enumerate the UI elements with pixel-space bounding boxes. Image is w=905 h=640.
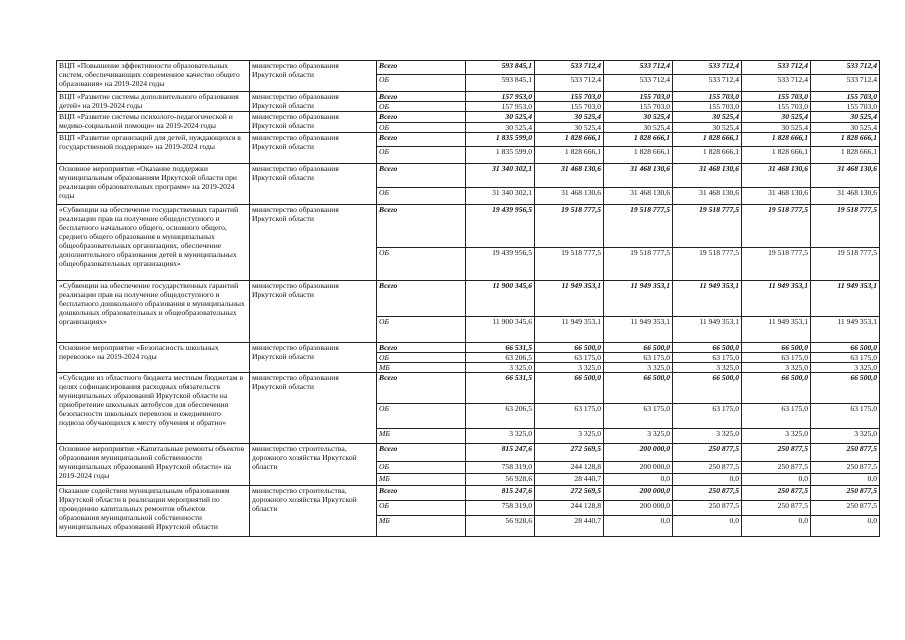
responsible-executor: министерство образования Иркутской области xyxy=(250,373,377,444)
responsible-executor: министерство строительства, дорожного хозяйства Иркутской области xyxy=(250,444,377,486)
table-row xyxy=(57,343,880,353)
amount-cell: 155 703,0 xyxy=(604,102,673,112)
amount-cell: 30 525,4 xyxy=(535,123,604,133)
amount-cell: 66 500,0 xyxy=(742,343,811,353)
amount-cell: 533 712,4 xyxy=(811,75,880,92)
amount-cell: 250 877,5 xyxy=(742,501,811,516)
amount-cell: 3 325,0 xyxy=(466,363,535,373)
table-row xyxy=(57,92,880,102)
funding-source: ОБ xyxy=(377,404,466,429)
funding-source: ОБ xyxy=(377,501,466,516)
amount-cell: 250 877,5 xyxy=(673,462,742,474)
responsible-executor: министерство образования Иркутской области xyxy=(250,164,377,205)
amount-cell: 533 712,4 xyxy=(811,61,880,75)
amount-cell: 63 175,0 xyxy=(535,404,604,429)
amount-cell: 250 877,5 xyxy=(742,486,811,501)
amount-cell: 31 468 130,6 xyxy=(673,188,742,205)
amount-cell: 0,0 xyxy=(742,474,811,486)
amount-cell: 31 468 130,6 xyxy=(604,164,673,188)
funding-source: ОБ xyxy=(377,248,466,281)
amount-cell: 250 877,5 xyxy=(742,462,811,474)
amount-cell: 533 712,4 xyxy=(535,75,604,92)
measure-name: ВЦП «Развитие организаций для детей, нуждающихся в государственной поддержке» на 2019-2024 годы xyxy=(57,133,250,164)
amount-cell: 0,0 xyxy=(811,474,880,486)
amount-cell: 250 877,5 xyxy=(673,501,742,516)
funding-source: Всего xyxy=(377,61,466,75)
funding-source: ОБ xyxy=(377,147,466,164)
amount-cell: 11 949 353,1 xyxy=(604,317,673,343)
amount-cell: 30 525,4 xyxy=(811,123,880,133)
amount-cell: 28 440,7 xyxy=(535,516,604,537)
amount-cell: 31 468 130,6 xyxy=(811,164,880,188)
amount-cell: 19 518 777,5 xyxy=(742,205,811,248)
funding-source: Всего xyxy=(377,486,466,501)
amount-cell: 30 525,4 xyxy=(604,123,673,133)
amount-cell: 815 247,6 xyxy=(466,444,535,462)
table-row xyxy=(57,281,880,317)
funding-source: ОБ xyxy=(377,188,466,205)
amount-cell: 31 468 130,6 xyxy=(604,188,673,205)
funding-source: Всего xyxy=(377,373,466,404)
amount-cell: 1 835 599,0 xyxy=(466,133,535,147)
amount-cell: 758 319,0 xyxy=(466,501,535,516)
amount-cell: 533 712,4 xyxy=(742,75,811,92)
funding-source: Всего xyxy=(377,444,466,462)
funding-source: ОБ xyxy=(377,102,466,112)
amount-cell: 533 712,4 xyxy=(742,61,811,75)
funding-source: ОБ xyxy=(377,75,466,92)
amount-cell: 11 949 353,1 xyxy=(742,281,811,317)
responsible-executor: министерство образования Иркутской области xyxy=(250,92,377,112)
amount-cell: 30 525,4 xyxy=(466,112,535,123)
amount-cell: 31 468 130,6 xyxy=(742,164,811,188)
table-row xyxy=(57,373,880,404)
responsible-executor: министерство строительства, дорожного хозяйства Иркутской области xyxy=(250,486,377,537)
amount-cell: 155 703,0 xyxy=(535,102,604,112)
amount-cell: 19 518 777,5 xyxy=(673,248,742,281)
budget-table xyxy=(56,60,880,537)
amount-cell: 66 500,0 xyxy=(742,373,811,404)
amount-cell: 31 468 130,6 xyxy=(742,188,811,205)
amount-cell: 1 828 666,1 xyxy=(535,133,604,147)
amount-cell: 3 325,0 xyxy=(811,429,880,444)
amount-cell: 11 900 345,6 xyxy=(466,281,535,317)
amount-cell: 1 828 666,1 xyxy=(742,147,811,164)
measure-name: «Субвенции на обеспечение государственных гарантий реализации прав на получение общедоступного и бесплатного дошкольного образования в муниципальных дошкольных образовательных и общеобразовательных организациях» xyxy=(57,281,250,343)
amount-cell: 31 468 130,6 xyxy=(811,188,880,205)
amount-cell: 66 500,0 xyxy=(673,373,742,404)
amount-cell: 157 953,0 xyxy=(466,102,535,112)
responsible-executor: министерство образования Иркутской области xyxy=(250,133,377,164)
amount-cell: 272 569,5 xyxy=(535,486,604,501)
amount-cell: 155 703,0 xyxy=(742,102,811,112)
funding-source: Всего xyxy=(377,343,466,353)
amount-cell: 19 439 956,5 xyxy=(466,205,535,248)
amount-cell: 63 175,0 xyxy=(604,353,673,363)
amount-cell: 31 468 130,6 xyxy=(535,164,604,188)
amount-cell: 11 949 353,1 xyxy=(535,281,604,317)
amount-cell: 19 518 777,5 xyxy=(535,205,604,248)
amount-cell: 19 518 777,5 xyxy=(673,205,742,248)
amount-cell: 1 828 666,1 xyxy=(604,147,673,164)
amount-cell: 1 828 666,1 xyxy=(673,147,742,164)
amount-cell: 30 525,4 xyxy=(742,112,811,123)
amount-cell: 28 440,7 xyxy=(535,474,604,486)
amount-cell: 19 518 777,5 xyxy=(742,248,811,281)
amount-cell: 200 000,0 xyxy=(604,462,673,474)
amount-cell: 250 877,5 xyxy=(811,486,880,501)
amount-cell: 244 128,8 xyxy=(535,462,604,474)
amount-cell: 66 500,0 xyxy=(811,343,880,353)
amount-cell: 31 468 130,6 xyxy=(673,164,742,188)
amount-cell: 66 500,0 xyxy=(604,343,673,353)
amount-cell: 11 949 353,1 xyxy=(535,317,604,343)
amount-cell: 3 325,0 xyxy=(742,429,811,444)
amount-cell: 0,0 xyxy=(673,474,742,486)
amount-cell: 3 325,0 xyxy=(811,363,880,373)
funding-source: ОБ xyxy=(377,123,466,133)
amount-cell: 272 569,5 xyxy=(535,444,604,462)
amount-cell: 0,0 xyxy=(742,516,811,537)
responsible-executor: министерство образования Иркутской области xyxy=(250,343,377,373)
table-row xyxy=(57,164,880,188)
responsible-executor: министерство образования Иркутской области xyxy=(250,205,377,281)
table-row xyxy=(57,205,880,248)
amount-cell: 155 703,0 xyxy=(811,102,880,112)
amount-cell: 533 712,4 xyxy=(535,61,604,75)
measure-name: Основное мероприятие «Оказание поддержки муниципальным образованиям Иркутской области при реализации образовательных программ» на 2019-2024 годы xyxy=(57,164,250,205)
amount-cell: 66 500,0 xyxy=(673,343,742,353)
amount-cell: 533 712,4 xyxy=(673,61,742,75)
amount-cell: 593 845,1 xyxy=(466,61,535,75)
amount-cell: 155 703,0 xyxy=(811,92,880,102)
amount-cell: 1 828 666,1 xyxy=(742,133,811,147)
amount-cell: 11 949 353,1 xyxy=(811,281,880,317)
amount-cell: 0,0 xyxy=(604,516,673,537)
amount-cell: 200 000,0 xyxy=(604,444,673,462)
amount-cell: 31 340 302,1 xyxy=(466,188,535,205)
budget-table-body xyxy=(57,61,880,537)
amount-cell: 200 000,0 xyxy=(604,501,673,516)
responsible-executor: министерство образования Иркутской области xyxy=(250,61,377,92)
amount-cell: 3 325,0 xyxy=(604,363,673,373)
table-row xyxy=(57,486,880,501)
amount-cell: 30 525,4 xyxy=(673,112,742,123)
amount-cell: 0,0 xyxy=(604,474,673,486)
amount-cell: 66 531,5 xyxy=(466,343,535,353)
measure-name: Основное мероприятие «Безопасность школьных перевозок» на 2019-2024 годы xyxy=(57,343,250,373)
amount-cell: 1 828 666,1 xyxy=(535,147,604,164)
amount-cell: 3 325,0 xyxy=(535,429,604,444)
funding-source: Всего xyxy=(377,164,466,188)
amount-cell: 758 319,0 xyxy=(466,462,535,474)
amount-cell: 63 175,0 xyxy=(673,353,742,363)
amount-cell: 250 877,5 xyxy=(811,462,880,474)
measure-name: «Субвенции на обеспечение государственных гарантий реализации прав на получение общедоступного и бесплатного начального общего, основного общего, среднего общего образования в муниципальных общеобразовательных организациях, обеспечение дополнительного образования детей в муниципальных общеобразовательных организациях» xyxy=(57,205,250,281)
amount-cell: 11 949 353,1 xyxy=(742,317,811,343)
amount-cell: 3 325,0 xyxy=(604,429,673,444)
amount-cell: 19 518 777,5 xyxy=(535,248,604,281)
amount-cell: 1 835 599,0 xyxy=(466,147,535,164)
amount-cell: 66 500,0 xyxy=(811,373,880,404)
amount-cell: 250 877,5 xyxy=(811,444,880,462)
funding-source: Всего xyxy=(377,133,466,147)
measure-name: Основное мероприятие «Капитальные ремонты объектов образования муниципальной собственности муниципальных образований Иркутской области» на 2019-2024 годы xyxy=(57,444,250,486)
funding-source: ОБ xyxy=(377,353,466,363)
amount-cell: 30 525,4 xyxy=(604,112,673,123)
amount-cell: 250 877,5 xyxy=(673,486,742,501)
amount-cell: 11 949 353,1 xyxy=(604,281,673,317)
amount-cell: 63 206,5 xyxy=(466,353,535,363)
amount-cell: 31 340 302,1 xyxy=(466,164,535,188)
amount-cell: 63 175,0 xyxy=(811,404,880,429)
amount-cell: 30 525,4 xyxy=(466,123,535,133)
table-row xyxy=(57,133,880,147)
amount-cell: 155 703,0 xyxy=(673,102,742,112)
amount-cell: 1 828 666,1 xyxy=(673,133,742,147)
amount-cell: 66 531,5 xyxy=(466,373,535,404)
measure-name: ВЦП «Развитие системы психолого-педагогической и медико-социальной помощи» на 2019-2024 годы xyxy=(57,112,250,133)
amount-cell: 63 175,0 xyxy=(673,404,742,429)
amount-cell: 155 703,0 xyxy=(535,92,604,102)
amount-cell: 11 900 345,6 xyxy=(466,317,535,343)
measure-name: ВЦП «Развитие системы дополнительного образования детей» на 2019-2024 годы xyxy=(57,92,250,112)
amount-cell: 3 325,0 xyxy=(673,429,742,444)
funding-source: МБ xyxy=(377,516,466,537)
amount-cell: 19 518 777,5 xyxy=(811,248,880,281)
amount-cell: 1 828 666,1 xyxy=(604,133,673,147)
amount-cell: 63 206,5 xyxy=(466,404,535,429)
responsible-executor: министерство образования Иркутской области xyxy=(250,281,377,343)
amount-cell: 250 877,5 xyxy=(811,501,880,516)
amount-cell: 0,0 xyxy=(811,516,880,537)
amount-cell: 19 439 956,5 xyxy=(466,248,535,281)
amount-cell: 1 828 666,1 xyxy=(811,147,880,164)
table-row xyxy=(57,61,880,75)
amount-cell: 31 468 130,6 xyxy=(535,188,604,205)
funding-source: МБ xyxy=(377,474,466,486)
amount-cell: 3 325,0 xyxy=(466,429,535,444)
measure-name: Оказание содействия муниципальным образованиям Иркутской области в реализации мероприятий по проведению капитальных ремонтов объектов образования муниципальной собственности муниципальных образований Иркутской области xyxy=(57,486,250,537)
funding-source: МБ xyxy=(377,363,466,373)
funding-source: МБ xyxy=(377,429,466,444)
amount-cell: 155 703,0 xyxy=(742,92,811,102)
funding-source: Всего xyxy=(377,281,466,317)
amount-cell: 30 525,4 xyxy=(811,112,880,123)
amount-cell: 11 949 353,1 xyxy=(673,317,742,343)
amount-cell: 0,0 xyxy=(673,516,742,537)
measure-name: ВЦП «Повышение эффективности образовательных систем, обеспечивающих современное качество общего образования» на 2019-2024 годы xyxy=(57,61,250,92)
amount-cell: 66 500,0 xyxy=(604,373,673,404)
amount-cell: 155 703,0 xyxy=(604,92,673,102)
amount-cell: 56 928,6 xyxy=(466,516,535,537)
amount-cell: 250 877,5 xyxy=(673,444,742,462)
funding-source: Всего xyxy=(377,92,466,102)
funding-source: Всего xyxy=(377,205,466,248)
amount-cell: 30 525,4 xyxy=(535,112,604,123)
amount-cell: 11 949 353,1 xyxy=(811,317,880,343)
funding-source: Всего xyxy=(377,112,466,123)
amount-cell: 63 175,0 xyxy=(535,353,604,363)
funding-source: ОБ xyxy=(377,317,466,343)
amount-cell: 244 128,8 xyxy=(535,501,604,516)
amount-cell: 157 953,0 xyxy=(466,92,535,102)
amount-cell: 593 845,1 xyxy=(466,75,535,92)
amount-cell: 3 325,0 xyxy=(673,363,742,373)
amount-cell: 30 525,4 xyxy=(742,123,811,133)
table-row xyxy=(57,112,880,123)
amount-cell: 19 518 777,5 xyxy=(811,205,880,248)
amount-cell: 155 703,0 xyxy=(673,92,742,102)
amount-cell: 19 518 777,5 xyxy=(604,248,673,281)
amount-cell: 30 525,4 xyxy=(673,123,742,133)
amount-cell: 19 518 777,5 xyxy=(604,205,673,248)
amount-cell: 63 175,0 xyxy=(811,353,880,363)
amount-cell: 200 000,0 xyxy=(604,486,673,501)
amount-cell: 533 712,4 xyxy=(673,75,742,92)
amount-cell: 533 712,4 xyxy=(604,75,673,92)
amount-cell: 63 175,0 xyxy=(742,404,811,429)
amount-cell: 11 949 353,1 xyxy=(673,281,742,317)
table-row xyxy=(57,444,880,462)
amount-cell: 56 928,6 xyxy=(466,474,535,486)
amount-cell: 63 175,0 xyxy=(604,404,673,429)
amount-cell: 533 712,4 xyxy=(604,61,673,75)
measure-name: «Субсидии из областного бюджета местным бюджетам в целях софинансирования расходных обязательств муниципальных образований Иркутской области на приобретение школьных автобусов для обеспечения безопасности школьных перевозок и ежедневного подвоза обучающихся к месту обучения и обратно» xyxy=(57,373,250,444)
responsible-executor: министерство образования Иркутской области xyxy=(250,112,377,133)
amount-cell: 3 325,0 xyxy=(742,363,811,373)
amount-cell: 1 828 666,1 xyxy=(811,133,880,147)
funding-source: ОБ xyxy=(377,462,466,474)
amount-cell: 250 877,5 xyxy=(742,444,811,462)
amount-cell: 66 500,0 xyxy=(535,373,604,404)
amount-cell: 63 175,0 xyxy=(742,353,811,363)
amount-cell: 3 325,0 xyxy=(535,363,604,373)
amount-cell: 66 500,0 xyxy=(535,343,604,353)
amount-cell: 815 247,6 xyxy=(466,486,535,501)
